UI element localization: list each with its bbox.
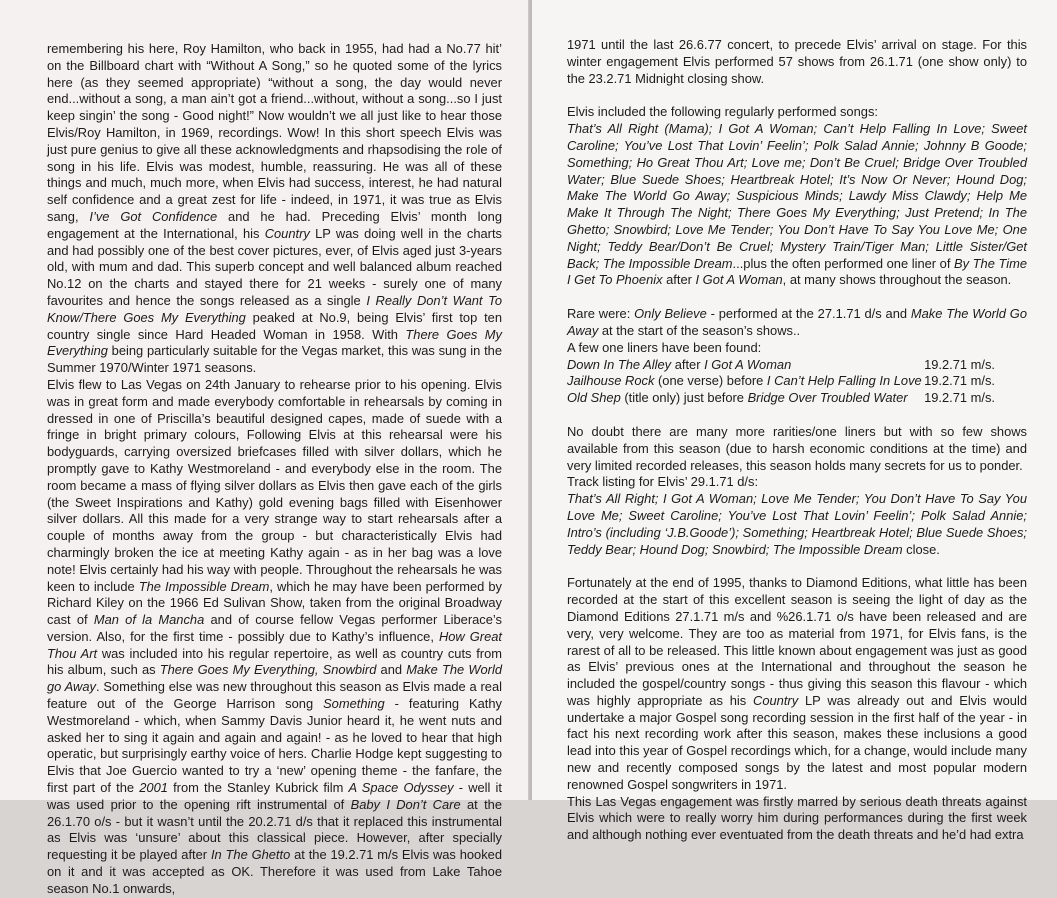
songs-list: That’s All Right (Mama); I Got A Woman; Can’t Help Falling In Love; Sweet Caroline; You’ve Lost That Lovin’ Feelin’; Polk Salad Annie; Johnny B Goode; Something; Ho Great Thou Art; Love me; Don’t Be Cruel; Bridge Over Troubled Water; Blue Suede Shoes; Heartbreak Hotel; It’s Now Or Never; Hound Dog; Make The World Go Away; Suspicious Minds; Lawdy Miss Clawdy; Help Me Make It Through The Night; There Goes My Everything; Just Pretend; In The Ghetto; Snowbird; Love Me Tender; You Don’t Have To Say You Love Me; One Night; Teddy Bear/Don’t Be Cruel; Mystery Train/Tiger Man; Little Sister/Get Back; The Impossible Dream...plus the often performed one liner of By The Time I Get To Phoenix after I Got A Woman, at many shows throughout the season. (567, 121, 1028, 288)
songs-heading: Elvis included the following regularly performed songs: (567, 104, 878, 120)
one-liner-date: 19.2.71 m/s. (924, 373, 995, 389)
one-liners-heading: A few one liners have been found: (567, 339, 762, 355)
one-liner-row (567, 357, 1027, 374)
one-liner-date: 19.2.71 m/s. (924, 356, 995, 372)
one-liner-text: Old Shep (title only) just before Bridge Over Troubled Water (567, 390, 908, 406)
left-paragraph-2: Elvis flew to Las Vegas on 24th January to rehearse prior to his opening. Elvis was in great form and made everybody comfortable in rehearsals by coming in dressed in one of Priscilla’s beautiful designed capes, made of suede with a fringe in bright primary colours, Following Elvis at this rehearsal were his bodyguards, carrying oversized briefcases filled with silver dollars, which he promptly gave to Kathy Westmoreland - and everybody else in the room. The room became a mass of flying silver dollars as Elvis then gave each of the girls (the Sweet Inspirations and Kathy) gold evening bags filled with Eisenhower silver dollars. All this made for a very strange way to start rehearsals after a couple of months away from the group - but characteristically Elvis had charmingly broken the ice at meeting Kathy again - as in her bag was a love note! Elvis certainly had his way with people. Throughout the rehearsals he was keen to include The Impossible Dream, which he may have been performed by Richard Kiley on the 1966 Ed Sulivan Show, taken from the original Broadway cast of Man of la Mancha and of course fellow Vegas performer Liberace’s version. Also, for the first time - possibly due to Kathy’s influence, How Great Thou Art was included into his regular repertoire, as well as country cuts from his album, such as There Goes My Everything, Snowbird and Make The World go Away. Something else was new throughout this season as Elvis made a real feature out of the George Harrison song Something - featuring Kathy Westmoreland - which, when Sammy Davis Junior heard it, he went nuts and asked her to sing it again and again and again! - as he loved to hear that high operatic, but surprisingly earthy voice of hers. Charlie Hodge kept suggesting to Elvis that Joe Guercio wanted to try a ‘new’ opening theme - the fanfare, the first part of the 2001 from the Stanley Kubrick film A Space Odyssey - well it was used prior to the opening rift instrumental of Baby I Don’t Care at the 26.1.70 o/s - but it wasn’t until the 20.2.71 d/s that it replaced this instrumental as Elvis was ‘unsure’ about this classical piece. However, after specially requesting it be played after In The Ghetto at the 19.2.71 m/s Elvis was hooked on it and it was accepted as OK. Therefore it was used from Lake Tahoe season No.1 onwards, (47, 376, 503, 896)
one-liner-date: 19.2.71 m/s. (924, 390, 995, 406)
one-liner-text: Jailhouse Rock (one verse) before I Can’t Help Falling In Love (567, 373, 922, 389)
one-liner-row (567, 373, 1027, 390)
fortunately-paragraph: Fortunately at the end of 1995, thanks to Diamond Editions, what little has been recorded at the start of this excellent season is seeing the light of day as the Diamond Editions 27.1.71 m/s and %26.1.71 o/s have been released and are very, very welcome. They are too as material from 1971, for Elvis fans, is the rarest of all to be released. This little known about engagement was just as good as Elvis’ previous ones at the International and throughout the season he included the gospel/country songs - thus giving this season this flavour - which was highly appropriate as his Country LP was already out and Elvis would undertake a major Gospel song recording session in the first half of the year - in fact his next recording work after this season, makes these inclusions a good lead into this year of Gospel recordings which, for a change, would include many new and recently composed songs by the latest and most popular modern renowned Gospel songwriters in 1971. (567, 575, 1027, 792)
death-threats-paragraph: This Las Vegas engagement was firstly marred by serious death threats against Elvis which were to really worry him during performances during the first week and although nothing ever eventuated from the death threats and he’d had extra (567, 793, 1027, 843)
rare-songs: Rare were: Only Believe - performed at the 27.1.71 d/s and Make The World Go Away at the start of the season’s shows.. (567, 306, 1027, 338)
no-doubt-paragraph: No doubt there are many more rarities/one liners but with so few shows available from this season (due to harsh economic conditions at the time) and very limited recorded releases, this season holds many secrets for us to ponder. (567, 423, 1027, 473)
track-listing-heading: Track listing for Elvis’ 29.1.71 d/s: (567, 474, 759, 490)
right-page (532, 0, 1057, 843)
one-liner-row (567, 390, 1027, 407)
left-paragraph-1: remembering his here, Roy Hamilton, who back in 1955, had had a No.77 hit’ on the Billboard chart with “Without A Song,” so he quoted some of the lyrics here (as they seemed appropriate) “without a song, the day would never end...without a song, a man ain’t got a friend...without, without a song...so I just keep singin’ the song - Good night!” Now wouldn’t we all just like to hear those Elvis/Roy Hamilton, in 1969, recordings. Wow! In this short speech Elvis was just pure genius to give all these acknowledgments and rhapsodising the role of song in his life. Elvis was modest, humble, reassuring. He was all of these things and much, much more, when Elvis had success, interest, he had natural self confidence and a great zest for life - indeed, in 1971, it was true as Elvis sang, I’ve Got Confidence and he had. Preceding Elvis’ month long engagement at the International, his Country LP was doing well in the charts and had possibly one of the best cover pictures, ever, of Elvis aged just 3-years old, with mum and dad. This superb concept and well balanced album reached No.12 on the charts and stayed there for 21 weeks - surely one of many favourites and hence the songs released as a single I Really Don’t Want To Know/There Goes My Everything peaked at No.9, being Elvis’ first top ten country single since Hard Headed Woman in 1958. With There Goes My Everything being particularly suitable for the Vegas market, this was sung in the Summer 1970/Winter 1971 seasons. (47, 41, 502, 376)
right-intro: 1971 until the last 26.6.77 concert, to precede Elvis’ arrival on stage. For this winter engagement Elvis performed 57 shows from 26.1.71 (one show only) to the 23.2.71 Midnight closing show. (567, 37, 1027, 86)
one-liner-text: Down In The Alley after I Got A Woman (567, 356, 792, 372)
track-listing: That’s All Right; I Got A Woman; Love Me Tender; You Don’t Have To Say You Love Me; Sweet Caroline; You’ve Lost That Lovin’ Feelin’; Polk Salad Annie; Intro’s (including ‘J.B.Goode’); Something; Heartbreak Hotel; Blue Suede Shoes; Teddy Bear; Hound Dog; Snowbird; The Impossible Dream close. (567, 491, 1027, 557)
